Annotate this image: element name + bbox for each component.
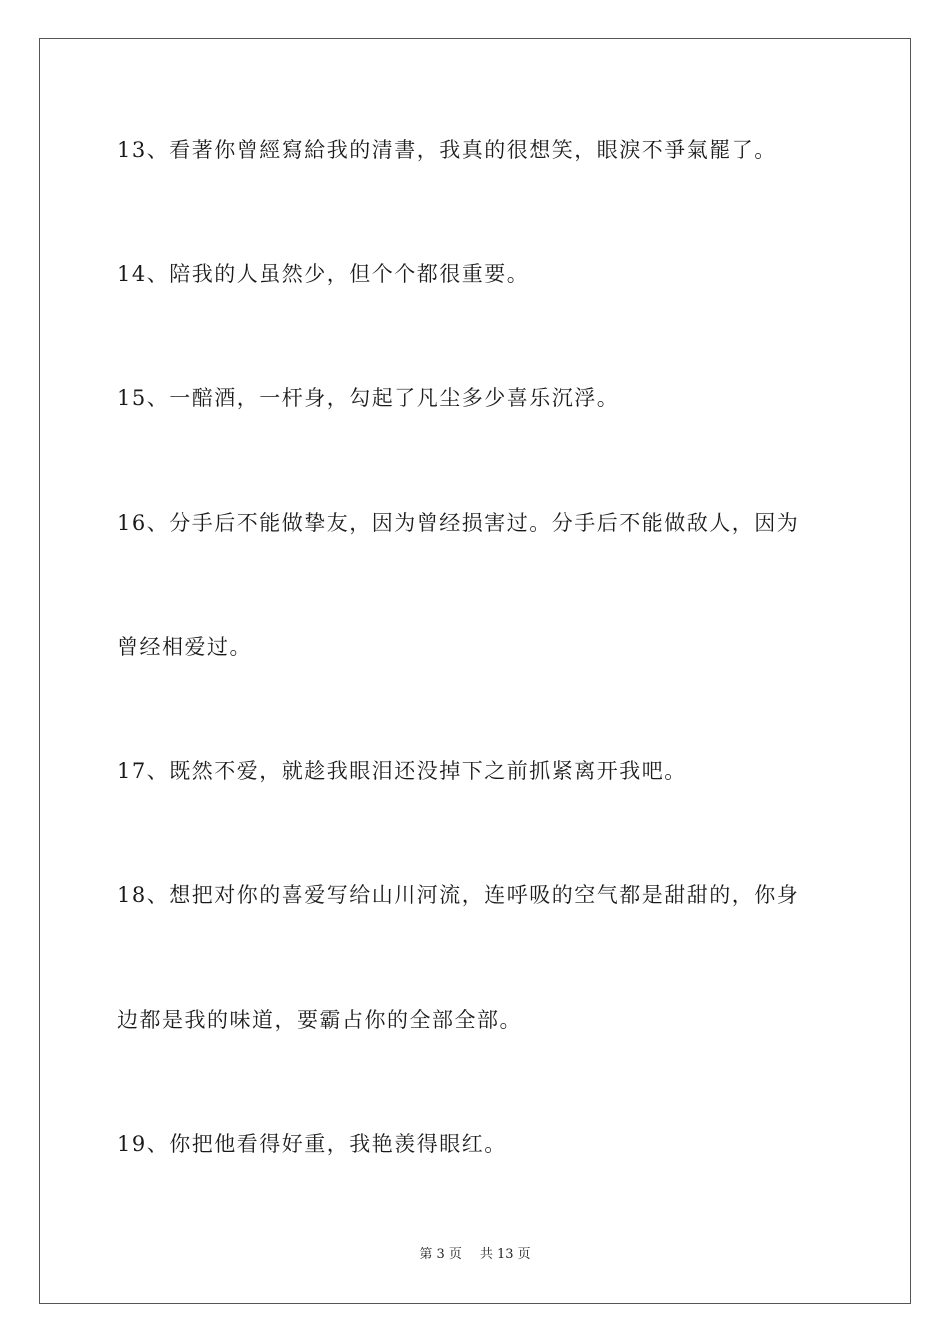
text-line-15: 15、一醅酒，一杆身，勾起了凡尘多少喜乐沉浮。 — [117, 386, 620, 410]
text-line-13: 13、看著你曾經寫給我的清書，我真的很想笑，眼淚不爭氣罷了。 — [117, 138, 777, 162]
text-line-19: 19、你把他看得好重，我艳羡得眼红。 — [117, 1132, 507, 1156]
text-line-18b: 边都是我的味道，要霸占你的全部全部。 — [117, 1008, 522, 1032]
text-line-14: 14、陪我的人虽然少，但个个都很重要。 — [117, 262, 530, 286]
page-frame — [39, 38, 911, 1304]
text-line-16b: 曾经相爱过。 — [117, 635, 252, 659]
text-line-17: 17、既然不爱，就趁我眼泪还没掉下之前抓紧离开我吧。 — [117, 759, 687, 783]
page-number: 第 3 页 — [419, 1247, 462, 1262]
text-line-16a: 16、分手后不能做挚友，因为曾经损害过。分手后不能做敌人，因为 — [117, 511, 800, 535]
text-line-18a: 18、想把对你的喜爱写给山川河流，连呼吸的空气都是甜甜的，你身 — [117, 883, 800, 907]
page-footer — [0, 1246, 950, 1264]
page-total: 共 13 页 — [479, 1247, 531, 1262]
